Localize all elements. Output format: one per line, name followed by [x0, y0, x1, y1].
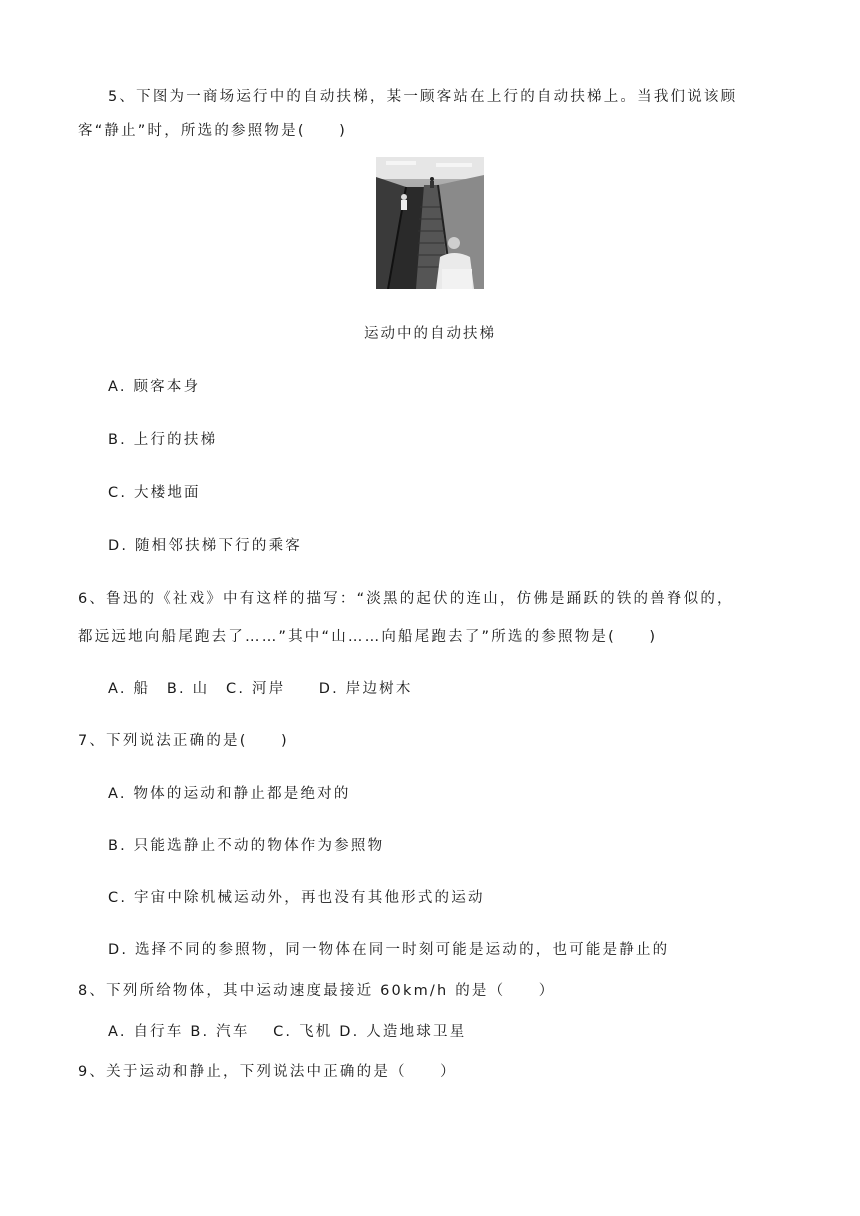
q5-option-b: B. 上行的扶梯 — [108, 432, 218, 448]
figure-caption: 运动中的自动扶梯 — [364, 326, 496, 342]
q9-stem: 9、关于运动和静止，下列说法中正确的是（ ） — [78, 1064, 457, 1080]
q7-option-c: C. 宇宙中除机械运动外，再也没有其他形式的运动 — [108, 890, 485, 906]
q8-stem: 8、下列所给物体，其中运动速度最接近 60km/h 的是（ ） — [78, 983, 556, 999]
q6-options: A. 船 B. 山 C. 河岸 D. 岸边树木 — [108, 681, 413, 697]
q6-stem-line2: 都远远地向船尾跑去了……”其中“山……向船尾跑去了”所选的参照物是( ) — [78, 629, 658, 645]
q7-option-a: A. 物体的运动和静止都是绝对的 — [108, 786, 351, 802]
escalator-photo — [376, 157, 484, 289]
q7-option-d: D. 选择不同的参照物，同一物体在同一时刻可能是运动的，也可能是静止的 — [108, 942, 670, 958]
q5-option-d: D. 随相邻扶梯下行的乘客 — [108, 538, 302, 554]
q5-option-c: C. 大楼地面 — [108, 485, 201, 501]
q5-stem-line1: 5、下图为一商场运行中的自动扶梯，某一顾客站在上行的自动扶梯上。当我们说该顾 — [108, 89, 738, 105]
q5-option-a: A. 顾客本身 — [108, 379, 201, 395]
q7-option-b: B. 只能选静止不动的物体作为参照物 — [108, 838, 385, 854]
q6-stem-line1: 6、鲁迅的《社戏》中有这样的描写：“淡黑的起伏的连山，仿佛是踊跃的铁的兽脊似的， — [78, 591, 734, 607]
q7-stem: 7、下列说法正确的是( ) — [78, 733, 289, 749]
q8-options: A. 自行车 B. 汽车 C. 飞机 D. 人造地球卫星 — [108, 1024, 467, 1040]
q5-stem-line2: 客“静止”时，所选的参照物是( ) — [78, 123, 347, 139]
